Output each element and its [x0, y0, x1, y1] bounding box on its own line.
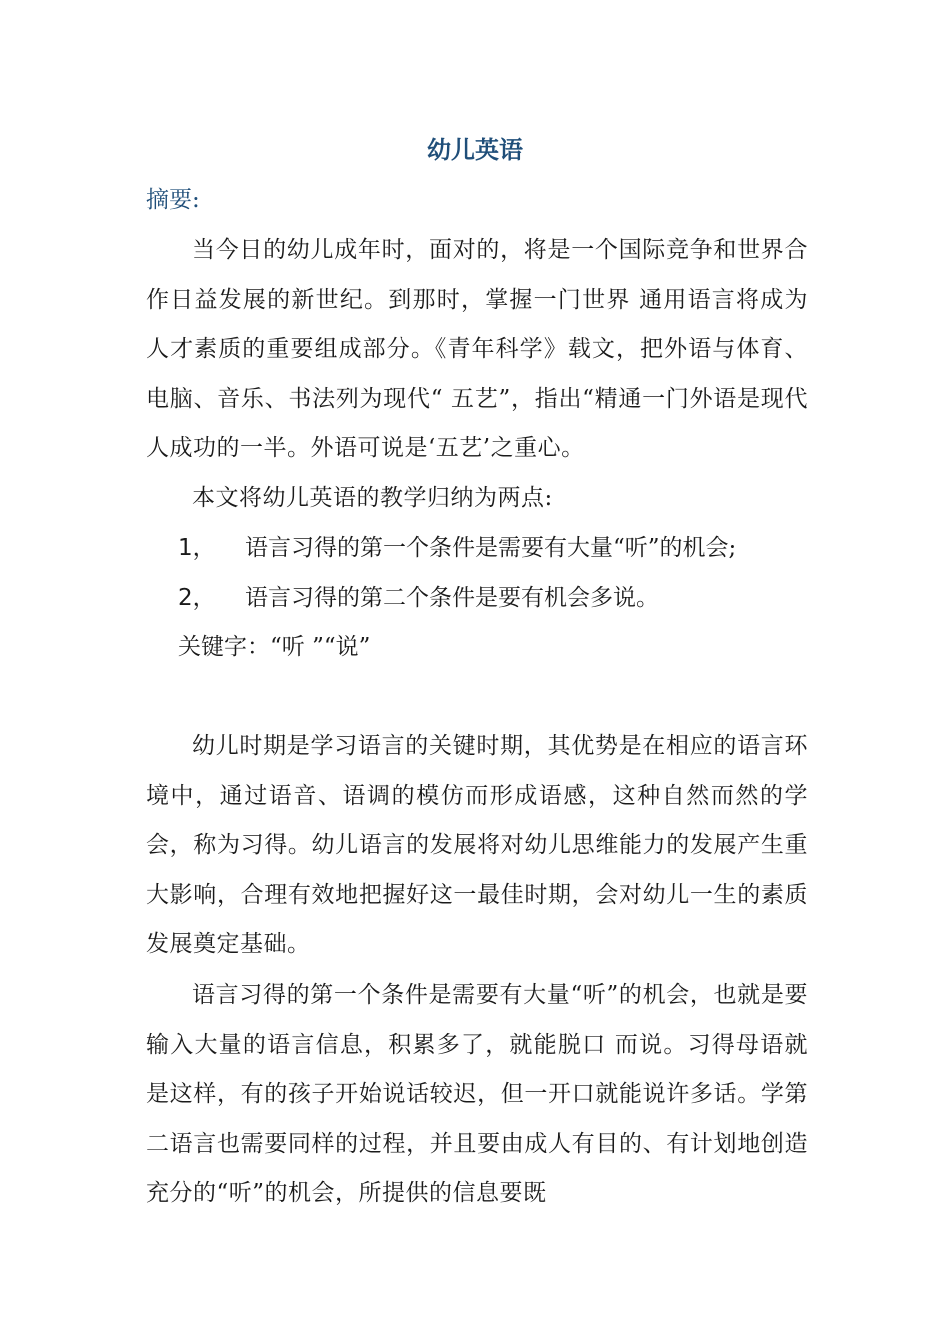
- body-paragraph: 幼儿时期是学习语言的关键时期，其优势是在相应的语言环境中，通过语音、语调的模仿而形成语感，这种自然而然的学会，称为习得。幼儿语言的发展将对幼儿思维能力的发展产生重大影响，合理有效地把握好这一最佳时期，会对幼儿一生的素质发展奠定基础。: [146, 733, 808, 958]
- abstract-label: 摘要:: [146, 187, 200, 213]
- summary-intro: 本文将幼儿英语的教学归纳为两点:: [192, 485, 553, 511]
- intro-paragraph: 当今日的幼儿成年时，面对的，将是一个国际竞争和世界合作日益发展的新世纪。到那时，掌握一门世界 通用语言将成为人才素质的重要组成部分。《青年科学》载文，把外语与体育、电脑、音乐、书法列为现代“ 五艺”，指出“精通一门外语是现代人成功的一半。外语可说是‘五艺’之重心。: [146, 237, 808, 462]
- keywords-line: 关键字：“听 ”“说”: [178, 634, 371, 660]
- list-item: [178, 524, 858, 574]
- page-title: 幼儿英语: [427, 136, 523, 164]
- list-item-text: 语言习得的第二个条件是要有机会多说。: [245, 584, 659, 611]
- key-points-list: [178, 524, 858, 623]
- list-item-number: 2，: [178, 584, 216, 611]
- body-paragraph: 语言习得的第一个条件是需要有大量“听”的机会，也就是要输入大量的语言信息，积累多了，就能脱口 而说。习得母语就是这样，有的孩子开始说话较迟，但一开口就能说许多话。学第二语言也需要同样的过程，并且要由成人有目的、有计划地创造充分的“听”的机会，所提供的信息要既: [146, 982, 808, 1207]
- list-item-number: 1，: [178, 535, 216, 561]
- list-item-text: 语言习得的第一个条件是需要有大量“听”的机会;: [245, 535, 737, 561]
- list-item: [178, 574, 858, 624]
